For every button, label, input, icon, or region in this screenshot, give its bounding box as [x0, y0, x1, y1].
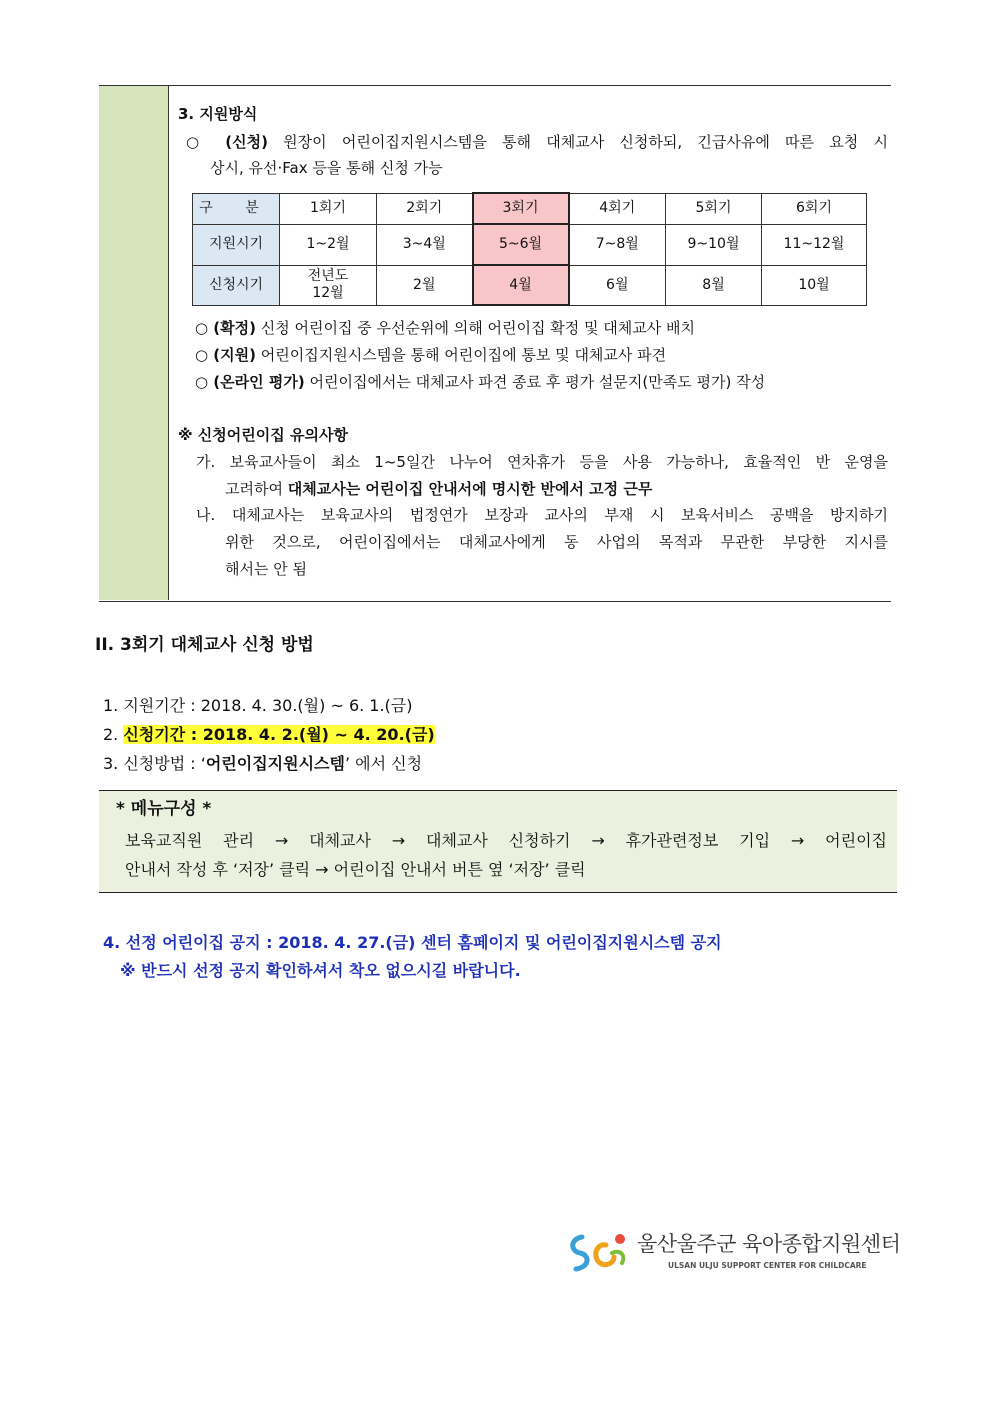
support-label: 지원시기 — [193, 224, 280, 265]
round-cell: 4회기 — [569, 193, 666, 224]
bullet-support: ○ (지원) 어린이집지원시스템을 통해 어린이집에 통보 및 대체교사 파견 — [195, 346, 667, 364]
apply-cell: 8월 — [666, 265, 762, 305]
section3-heading: 3. 지원방식 — [178, 105, 258, 123]
menu-title: * 메뉴구성 * — [116, 799, 212, 819]
round-cell: 5회기 — [666, 193, 762, 224]
center-logo — [568, 1231, 901, 1276]
item-1: 1. 지원기간 : 2018. 4. 30.(월) ~ 6. 1.(금) — [103, 696, 413, 715]
apply-cell: 2월 — [377, 265, 473, 305]
table-header-label: 구 분 — [193, 193, 280, 224]
round-cell: 6회기 — [762, 193, 867, 224]
bullet-confirm: ○ (확정) 신청 어린이집 중 우선순위에 의해 어린이집 확정 및 대체교사 배치 — [195, 319, 695, 337]
apply-cell: 전년도 12월 — [280, 265, 377, 305]
logo-korean-name: 울산울주군 육아종합지원센터 — [637, 1232, 901, 1256]
bullet-evaluation: ○ (온라인 평가) 어린이집에서는 대체교사 파견 종료 후 평가 설문지(만족도 평가) 작성 — [195, 373, 766, 391]
note-na-line-3: 해서는 안 됨 — [225, 560, 307, 578]
apply-line-1: ○ (신청) 원장이 어린이집지원시스템을 통해 대체교사 신청하되, 긴급사유에 따른 요청 시 — [186, 133, 888, 151]
table-row-apply — [193, 265, 867, 305]
round-cell: 2회기 — [377, 193, 473, 224]
apply-cell: 10월 — [762, 265, 867, 305]
support-cell: 9~10월 — [666, 224, 762, 265]
center-logo-icon — [568, 1231, 632, 1275]
notes-heading: ※ 신청어린이집 유의사항 — [178, 426, 348, 444]
note-na-line-1: 나. 대체교사는 보육교사의 법정연가 보장과 교사의 부재 시 보육서비스 공백을 방지하기 — [196, 506, 888, 524]
item-2: 2. 신청기간 : 2018. 4. 2.(월) ~ 4. 20.(금) — [103, 725, 435, 744]
section-ii-title: II. 3회기 대체교사 신청 방법 — [95, 635, 314, 655]
green-side-panel — [99, 86, 169, 600]
schedule-table — [192, 192, 867, 306]
support-cell: 11~12월 — [762, 224, 867, 265]
support-cell: 1~2월 — [280, 224, 377, 265]
table-row-support — [193, 224, 867, 265]
table-row-header — [193, 193, 867, 224]
item-4-note: ※ 반드시 선정 공지 확인하셔서 착오 없으시길 바랍니다. — [120, 961, 521, 980]
apply-cell: 6월 — [569, 265, 666, 305]
logo-english-name: ULSAN ULJU SUPPORT CENTER FOR CHILDCARE — [668, 1261, 867, 1270]
support-cell: 3~4월 — [377, 224, 473, 265]
round-cell: 1회기 — [280, 193, 377, 224]
note-na-line-2: 위한 것으로, 어린이집에서는 대체교사에게 동 사업의 목적과 무관한 부당한 지시를 — [225, 533, 888, 551]
round-cell-highlight: 3회기 — [473, 193, 569, 224]
support-cell-highlight: 5~6월 — [473, 224, 569, 265]
item-3: 3. 신청방법 : ‘어린이집지원시스템’ 에서 신청 — [103, 754, 423, 773]
menu-line-1: 보육교직원 관리 → 대체교사 → 대체교사 신청하기 → 휴가관련정보 기입 → 어린이집 — [125, 831, 887, 850]
item-4: 4. 선정 어린이집 공지 : 2018. 4. 27.(금) 센터 홈페이지 및 어린이집지원시스템 공지 — [103, 933, 722, 952]
support-cell: 7~8월 — [569, 224, 666, 265]
note-ga-line-1: 가. 보육교사들이 최소 1~5일간 나누어 연차휴가 등을 사용 가능하나, 효율적인 반 운영을 — [196, 453, 888, 471]
apply-label: 신청시기 — [193, 265, 280, 305]
application-period-highlight: 신청기간 : 2018. 4. 2.(월) ~ 4. 20.(금) — [123, 725, 435, 744]
note-ga-line-2: 고려하여 대체교사는 어린이집 안내서에 명시한 반에서 고정 근무 — [225, 480, 653, 498]
apply-cell-highlight: 4월 — [473, 265, 569, 305]
menu-line-2: 안내서 작성 후 ‘저장’ 클릭 → 어린이집 안내서 버튼 옆 ‘저장’ 클릭 — [125, 860, 586, 879]
apply-line-2: 상시, 유선·Fax 등을 통해 신청 가능 — [210, 159, 443, 177]
